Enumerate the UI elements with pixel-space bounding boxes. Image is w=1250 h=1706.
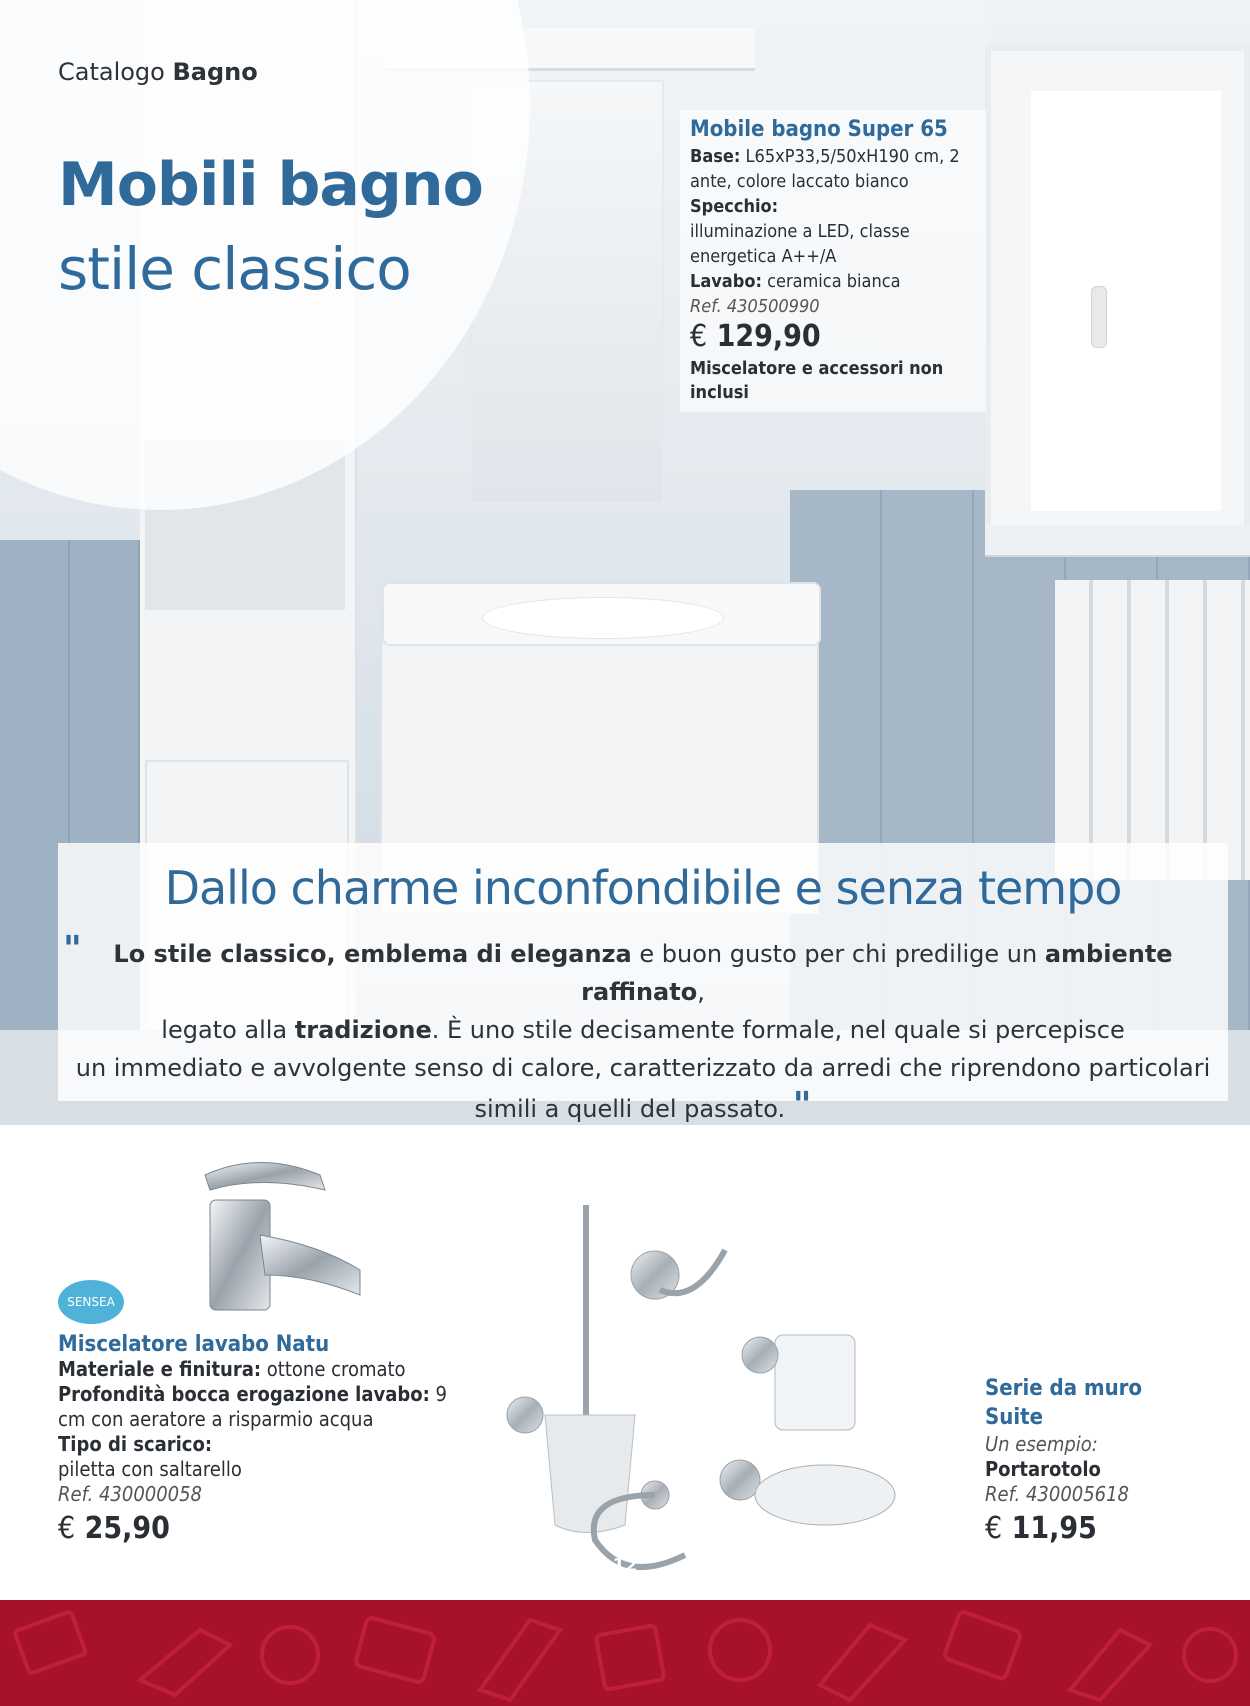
featured-product-box [680, 110, 986, 412]
radiator [1055, 580, 1250, 880]
tools-pattern [0, 1600, 1250, 1706]
product-name: Mobile bagno Super 65 [690, 117, 948, 142]
quote-part-7: . È uno stile decisamente formale, nel quale si percepisce [431, 1016, 1125, 1044]
series-ref [985, 1482, 1225, 1507]
mixer-name: Miscelatore lavabo Natu [58, 1332, 330, 1357]
mirror-spec [690, 194, 976, 269]
accessories-image [495, 1195, 955, 1595]
material-label: Materiale e finitura: [58, 1357, 262, 1381]
currency-symbol: € [58, 1511, 76, 1546]
price-value: 25,90 [84, 1511, 170, 1546]
quote-box [58, 843, 1228, 1126]
base-label: Base: [690, 146, 741, 167]
footer-bar [0, 1600, 1250, 1706]
depth-value: 9 cm con aeratore a risparmio acqua [58, 1382, 447, 1431]
page-number: 12 [612, 1555, 638, 1576]
product-note: Miscelatore e accessori non inclusi [690, 358, 944, 403]
base-value: L65xP33,5/50xH190 cm, 2 ante, colore laccato bianco [690, 146, 960, 192]
example-text: Un esempio: [985, 1432, 1098, 1456]
drain-value: piletta con saltarello [58, 1457, 242, 1481]
sensea-brand-logo: SENSEA [58, 1280, 124, 1324]
window-sill [985, 525, 1250, 557]
quote-part-8: un immediato e avvolgente senso di calore, caratterizzato da arredi che riprendono particolari [75, 1054, 1211, 1082]
ref-text: Ref. 430005618 [985, 1482, 1129, 1506]
product-ref [690, 294, 976, 319]
series-name-line1: Serie da muro [985, 1376, 1143, 1401]
series-name-line2: Suite [985, 1405, 1044, 1430]
sink-label: Lavabo: [690, 271, 762, 292]
series-example [985, 1432, 1225, 1457]
bathroom-window [985, 45, 1250, 535]
window-handle [1091, 286, 1107, 348]
quote-part-9: simili a quelli del passato. [474, 1095, 786, 1123]
currency-symbol: € [985, 1511, 1003, 1546]
product-price [690, 319, 976, 355]
price-value: 11,95 [1011, 1511, 1097, 1546]
mixer-ref [58, 1482, 478, 1507]
quote-part-5: legato alla [161, 1016, 295, 1044]
mirror-label: Specchio: [690, 196, 779, 217]
item-text: Portarotolo [985, 1457, 1101, 1481]
ref-text: Ref. 430500990 [690, 296, 820, 317]
quote-part-2: e buon gusto per chi predilige un [631, 940, 1045, 968]
series-item [985, 1457, 1225, 1482]
window-pane [1031, 91, 1221, 511]
mixer-price [58, 1507, 478, 1551]
mirror-value: illuminazione a LED, classe energetica A++/A [690, 221, 910, 267]
sink-spec [690, 269, 976, 294]
series-product [985, 1374, 1225, 1551]
mixer-material [58, 1357, 478, 1382]
quote-part-4: , [697, 978, 705, 1006]
quote-part-3: ambiente raffinato [581, 940, 1173, 1006]
material-value: ottone cromato [266, 1357, 406, 1381]
faucet-image [200, 1145, 400, 1320]
quote-text [58, 929, 1228, 1128]
series-price [985, 1507, 1225, 1551]
sink-value: ceramica bianca [767, 271, 901, 292]
quote-open-mark: " [63, 929, 82, 970]
quote-close-mark: " [792, 1085, 812, 1126]
quote-part-6: tradizione [294, 1016, 432, 1044]
page-subtitle: stile classico [58, 235, 411, 303]
quote-heading: Dallo charme inconfondibile e senza tempo [164, 861, 1122, 915]
ref-text: Ref. 430000058 [58, 1482, 202, 1506]
quote-part-1: Lo stile classico, emblema di eleganza [113, 940, 632, 968]
catalog-prefix: Catalogo [58, 58, 165, 86]
base-spec [690, 144, 976, 194]
currency-symbol: € [690, 319, 708, 354]
depth-label: Profondità bocca erogazione lavabo: [58, 1382, 430, 1406]
mixer-product [58, 1332, 478, 1551]
catalog-label [58, 58, 258, 86]
mixer-depth [58, 1382, 478, 1432]
price-value: 129,90 [716, 319, 821, 354]
mixer-drain [58, 1432, 478, 1482]
page-title: Mobili bagno [58, 150, 483, 220]
catalog-section: Bagno [172, 58, 258, 86]
drain-label: Tipo di scarico: [58, 1432, 213, 1456]
sink-basin [482, 597, 724, 639]
